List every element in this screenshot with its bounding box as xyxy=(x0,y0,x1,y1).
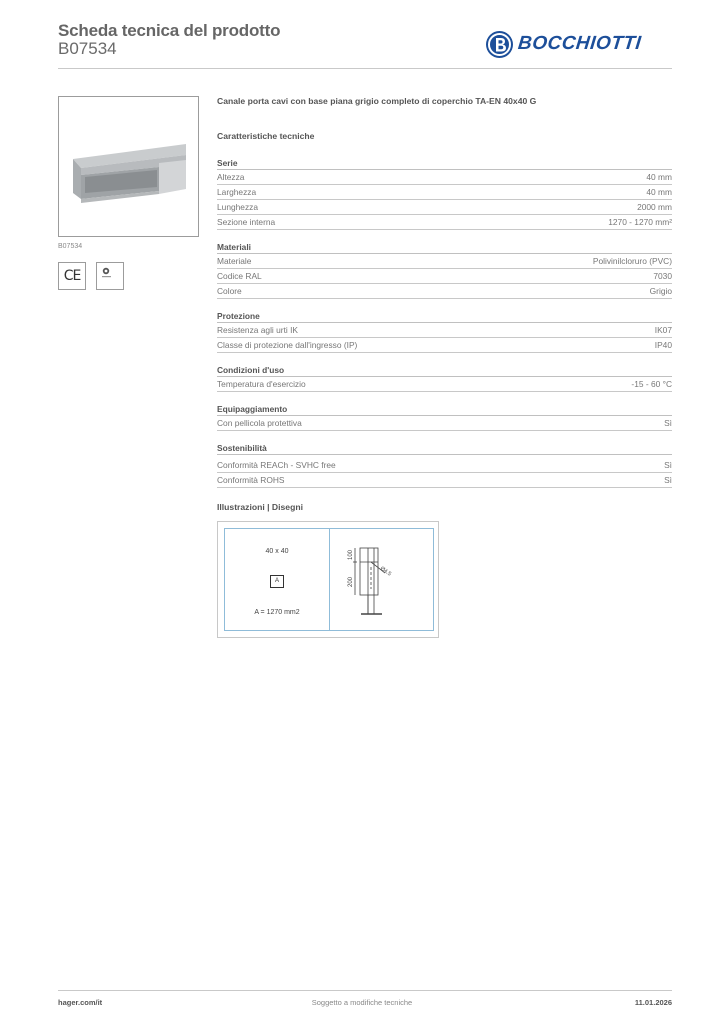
spec-group-materiali xyxy=(217,241,672,299)
section-title: Caratteristiche tecniche xyxy=(217,131,315,141)
spec-value: IK07 xyxy=(654,325,672,335)
spec-label: Larghezza xyxy=(217,187,257,197)
spec-value: Sì xyxy=(664,475,672,485)
spec-label: Temperatura d'esercizio xyxy=(217,379,306,389)
cross-section-icon: A xyxy=(270,575,284,588)
mounting-diagram-icon xyxy=(330,529,433,630)
section-drawing xyxy=(224,528,330,631)
spec-row xyxy=(217,170,672,185)
spec-value: Grigio xyxy=(649,286,672,296)
product-description: Canale porta cavi con base piana grigio completo di coperchio TA-EN 40x40 G xyxy=(217,96,537,106)
spec-group-equipaggiamento xyxy=(217,403,672,431)
group-title: Protezione xyxy=(217,310,672,323)
product-image xyxy=(58,96,199,237)
spec-group-condizioni-uso xyxy=(217,364,672,392)
spec-row xyxy=(217,254,672,269)
dimension-label: 40 x 40 xyxy=(265,548,289,555)
group-title: Serie xyxy=(217,157,672,170)
header-divider xyxy=(58,68,672,69)
illustrations-title: Illustrazioni | Disegni xyxy=(217,502,303,512)
spec-row xyxy=(217,473,672,488)
spec-label: Codice RAL xyxy=(217,271,262,281)
spec-row xyxy=(217,284,672,299)
svg-text:200: 200 xyxy=(348,576,354,587)
spec-value: -15 - 60 °C xyxy=(631,379,672,389)
spec-row xyxy=(217,377,672,392)
footer-date: 11.01.2026 xyxy=(634,998,672,1007)
area-label: A = 1270 mm2 xyxy=(254,609,300,616)
spec-label: Resistenza agli urti IK xyxy=(217,325,298,335)
spec-row xyxy=(217,200,672,215)
brand-name: BOCCHIOTTI xyxy=(516,33,643,54)
spec-row xyxy=(217,215,672,230)
quality-mark-icon xyxy=(96,262,124,290)
spec-value: Sì xyxy=(664,418,672,428)
spec-label: Materiale xyxy=(217,256,252,266)
spec-label: Lunghezza xyxy=(217,202,258,212)
spec-label: Conformità ROHS xyxy=(217,475,285,485)
group-title: Materiali xyxy=(217,241,672,254)
spec-value: 2000 mm xyxy=(637,202,672,212)
ce-mark-icon: CE xyxy=(58,262,86,290)
spec-group-sostenibilita xyxy=(217,442,672,488)
spec-row xyxy=(217,458,672,473)
spec-label: Conformità REACh - SVHC free xyxy=(217,460,336,470)
technical-specs xyxy=(217,96,672,499)
svg-text:Ø4.5: Ø4.5 xyxy=(378,565,393,578)
product-code: B07534 xyxy=(58,39,117,58)
group-title: Sostenibilità xyxy=(217,442,672,455)
spec-value: 1270 - 1270 mm² xyxy=(608,217,672,227)
group-title: Condizioni d'uso xyxy=(217,364,672,377)
spec-row xyxy=(217,185,672,200)
footer-divider xyxy=(58,990,672,991)
spec-row xyxy=(217,269,672,284)
spec-value: 7030 xyxy=(653,271,672,281)
spec-label: Classe di protezione dall'ingresso (IP) xyxy=(217,340,358,350)
spec-group-serie xyxy=(217,157,672,230)
illustrations-frame xyxy=(217,521,439,638)
product-image-caption: B07534 xyxy=(58,243,83,250)
spec-value: Sì xyxy=(664,460,672,470)
spec-value: Polivinilcloruro (PVC) xyxy=(592,256,672,266)
group-title: Equipaggiamento xyxy=(217,403,672,416)
spec-label: Con pellicola protettiva xyxy=(217,418,302,428)
spec-value: 40 mm xyxy=(646,187,672,197)
svg-text:100: 100 xyxy=(348,549,354,560)
footer-website-link[interactable]: hager.com/it xyxy=(58,998,103,1007)
spec-label: Altezza xyxy=(217,172,245,182)
spec-row xyxy=(217,323,672,338)
spec-label: Sezione interna xyxy=(217,217,276,227)
mounting-drawing xyxy=(329,528,434,631)
page-title: Scheda tecnica del prodotto xyxy=(58,21,281,40)
spec-group-protezione xyxy=(217,310,672,353)
spec-label: Colore xyxy=(217,286,242,296)
footer-notice: Soggetto a modifiche tecniche xyxy=(311,998,413,1007)
bocchiotti-b-logo-icon xyxy=(486,31,513,58)
brand-logo xyxy=(486,29,641,59)
spec-row xyxy=(217,338,672,353)
spec-row xyxy=(217,416,672,431)
spec-value: IP40 xyxy=(654,340,672,350)
spec-value: 40 mm xyxy=(646,172,672,182)
